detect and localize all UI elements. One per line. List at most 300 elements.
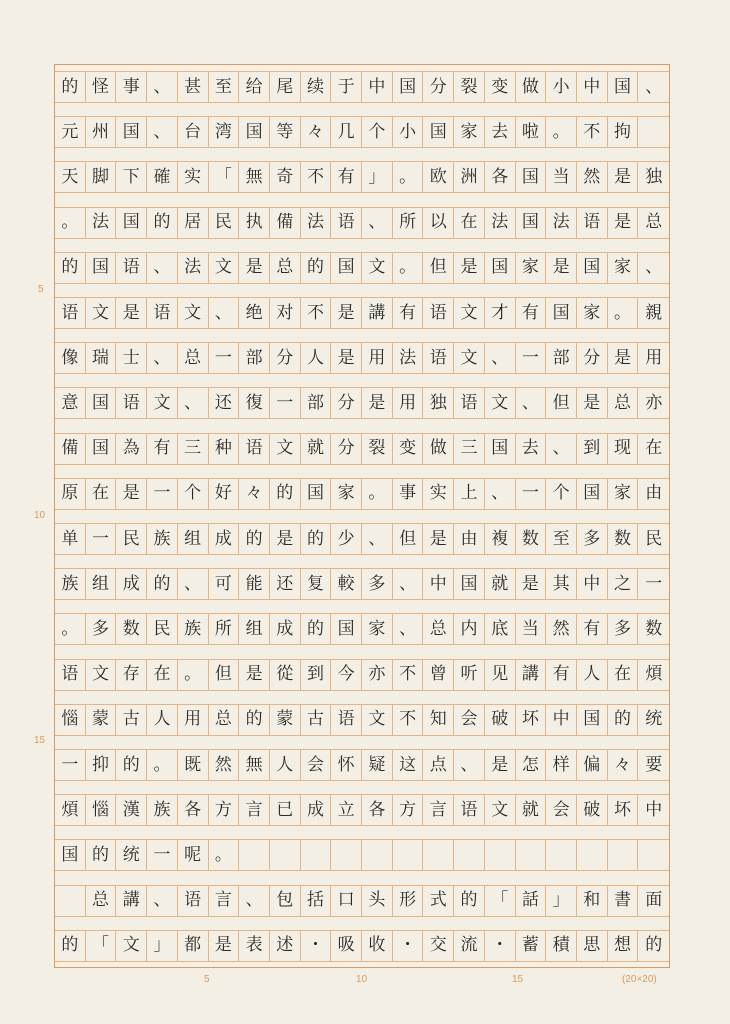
manuscript-cell: 事 <box>116 71 147 103</box>
manuscript-cell: 不 <box>301 161 332 193</box>
manuscript-cell: 国 <box>331 252 362 284</box>
manuscript-cell: 是 <box>209 930 240 962</box>
manuscript-cell: 国 <box>485 252 516 284</box>
manuscript-cell: 一 <box>55 749 86 781</box>
manuscript-cell: 一 <box>147 478 178 510</box>
manuscript-cell: 為 <box>116 433 147 465</box>
manuscript-cell: 点 <box>423 749 454 781</box>
manuscript-cell: 。 <box>209 839 240 871</box>
manuscript-cell: 惱 <box>86 794 117 826</box>
manuscript-cell: 国 <box>516 207 547 239</box>
manuscript-grid <box>54 64 670 968</box>
manuscript-cell: 在 <box>608 659 639 691</box>
manuscript-cell: 所 <box>209 613 240 645</box>
manuscript-cell: 面 <box>638 885 669 917</box>
manuscript-cell: 言 <box>209 885 240 917</box>
manuscript-cell: 有 <box>393 297 424 329</box>
manuscript-cell: 用 <box>178 704 209 736</box>
margin-line-number-15: 15 <box>34 735 46 746</box>
manuscript-cell: 人 <box>577 659 608 691</box>
manuscript-cell: 法 <box>546 207 577 239</box>
manuscript-cell: 都 <box>178 930 209 962</box>
manuscript-cell: 文 <box>86 659 117 691</box>
manuscript-cell: 怪 <box>86 71 117 103</box>
manuscript-cell: 国 <box>55 839 86 871</box>
manuscript-cell: 数 <box>516 523 547 555</box>
manuscript-cell: 已 <box>270 794 301 826</box>
manuscript-row <box>55 161 669 193</box>
manuscript-cell: 会 <box>546 794 577 826</box>
manuscript-cell: 。 <box>147 749 178 781</box>
manuscript-cell: 無 <box>239 161 270 193</box>
manuscript-cell: 法 <box>178 252 209 284</box>
manuscript-cell: 湾 <box>209 116 240 148</box>
manuscript-cell: 国 <box>239 116 270 148</box>
manuscript-cell: 言 <box>423 794 454 826</box>
manuscript-cell: 蒙 <box>86 704 117 736</box>
manuscript-cell: 独 <box>638 161 669 193</box>
manuscript-cell: 文 <box>485 387 516 419</box>
manuscript-row <box>55 116 669 148</box>
manuscript-cell: 坏 <box>516 704 547 736</box>
manuscript-cell: 文 <box>454 342 485 374</box>
manuscript-cell: 就 <box>516 794 547 826</box>
manuscript-cell: 、 <box>638 71 669 103</box>
manuscript-cell: 变 <box>393 433 424 465</box>
manuscript-cell: 。 <box>55 613 86 645</box>
manuscript-cell: 原 <box>55 478 86 510</box>
manuscript-cell: 下 <box>116 161 147 193</box>
manuscript-cell: 个 <box>546 478 577 510</box>
manuscript-cell: 样 <box>546 749 577 781</box>
manuscript-cell: 由 <box>638 478 669 510</box>
manuscript-cell: 人 <box>147 704 178 736</box>
manuscript-cell: 部 <box>239 342 270 374</box>
manuscript-cell <box>638 839 669 871</box>
manuscript-cell: 用 <box>393 387 424 419</box>
manuscript-cell: 以 <box>423 207 454 239</box>
manuscript-cell: 文 <box>116 930 147 962</box>
manuscript-cell: 续 <box>301 71 332 103</box>
manuscript-cell: 怀 <box>331 749 362 781</box>
manuscript-cell: 的 <box>55 71 86 103</box>
manuscript-cell: 的 <box>55 930 86 962</box>
manuscript-cell: 式 <box>423 885 454 917</box>
manuscript-cell: 是 <box>423 523 454 555</box>
manuscript-row <box>55 297 669 329</box>
manuscript-cell: 是 <box>454 252 485 284</box>
manuscript-cell: 煩 <box>55 794 86 826</box>
manuscript-cell: 、 <box>147 116 178 148</box>
manuscript-cell: 做 <box>423 433 454 465</box>
manuscript-cell: 表 <box>239 930 270 962</box>
manuscript-cell: 然 <box>577 161 608 193</box>
manuscript-row <box>55 930 669 962</box>
manuscript-cell: 去 <box>485 116 516 148</box>
manuscript-cell: 就 <box>485 568 516 600</box>
manuscript-cell: 講 <box>116 885 147 917</box>
manuscript-cell: 法 <box>301 207 332 239</box>
manuscript-cell: 独 <box>423 387 454 419</box>
manuscript-cell: 给 <box>239 71 270 103</box>
manuscript-cell: 法 <box>485 207 516 239</box>
manuscript-cell: 有 <box>546 659 577 691</box>
manuscript-cell: 各 <box>362 794 393 826</box>
manuscript-cell: 的 <box>301 523 332 555</box>
manuscript-cell: 流 <box>454 930 485 962</box>
manuscript-cell: 人 <box>270 749 301 781</box>
manuscript-cell: 的 <box>116 749 147 781</box>
manuscript-cell: 至 <box>546 523 577 555</box>
manuscript-cell: 其 <box>546 568 577 600</box>
manuscript-cell <box>516 839 547 871</box>
manuscript-cell: 做 <box>516 71 547 103</box>
manuscript-cell: 文 <box>454 297 485 329</box>
manuscript-cell: 的 <box>638 930 669 962</box>
manuscript-cell: 言 <box>239 794 270 826</box>
manuscript-cell: 是 <box>608 207 639 239</box>
margin-line-number-5: 5 <box>38 284 44 295</box>
manuscript-cell: 、 <box>546 433 577 465</box>
manuscript-row <box>55 387 669 419</box>
manuscript-cell: 抑 <box>86 749 117 781</box>
manuscript-cell: 口 <box>331 885 362 917</box>
manuscript-cell: 家 <box>331 478 362 510</box>
manuscript-cell: 、 <box>362 207 393 239</box>
manuscript-cell: 数 <box>638 613 669 645</box>
manuscript-cell: 呢 <box>178 839 209 871</box>
manuscript-cell: 数 <box>608 523 639 555</box>
manuscript-cell: 还 <box>270 568 301 600</box>
manuscript-cell: 族 <box>147 794 178 826</box>
manuscript-cell: 確 <box>147 161 178 193</box>
manuscript-cell: 语 <box>331 704 362 736</box>
manuscript-cell: 脚 <box>86 161 117 193</box>
manuscript-cell: 国 <box>86 387 117 419</box>
manuscript-cell: 書 <box>608 885 639 917</box>
manuscript-cell: 、 <box>147 71 178 103</box>
manuscript-cell: 国 <box>86 433 117 465</box>
manuscript-cell: 、 <box>209 297 240 329</box>
column-number-10: 10 <box>356 974 368 985</box>
manuscript-cell: 「 <box>86 930 117 962</box>
manuscript-cell: 国 <box>577 478 608 510</box>
manuscript-cell: 。 <box>393 252 424 284</box>
manuscript-cell: 、 <box>239 885 270 917</box>
manuscript-cell: 話 <box>516 885 547 917</box>
manuscript-cell: 实 <box>423 478 454 510</box>
manuscript-cell: 多 <box>577 523 608 555</box>
manuscript-cell: 国 <box>423 116 454 148</box>
manuscript-cell: 一 <box>638 568 669 600</box>
manuscript-cell: 总 <box>423 613 454 645</box>
manuscript-cell: 的 <box>55 252 86 284</box>
manuscript-cell: 文 <box>362 704 393 736</box>
manuscript-cell: 的 <box>454 885 485 917</box>
manuscript-row <box>55 613 669 645</box>
manuscript-cell: 々 <box>608 749 639 781</box>
manuscript-cell: 中 <box>577 71 608 103</box>
manuscript-cell: 、 <box>147 342 178 374</box>
manuscript-cell: 不 <box>393 704 424 736</box>
manuscript-cell: 所 <box>393 207 424 239</box>
manuscript-cell: 括 <box>301 885 332 917</box>
manuscript-cell: 拘 <box>608 116 639 148</box>
manuscript-cell: 有 <box>331 161 362 193</box>
manuscript-cell: 文 <box>270 433 301 465</box>
manuscript-cell: 偏 <box>577 749 608 781</box>
manuscript-cell: 欧 <box>423 161 454 193</box>
manuscript-cell: 总 <box>638 207 669 239</box>
manuscript-cell: 去 <box>516 433 547 465</box>
manuscript-row <box>55 523 669 555</box>
manuscript-cell: 底 <box>485 613 516 645</box>
manuscript-cell: 语 <box>454 387 485 419</box>
manuscript-cell: 是 <box>116 297 147 329</box>
manuscript-cell: 民 <box>638 523 669 555</box>
manuscript-cell: 语 <box>116 387 147 419</box>
manuscript-cell: 、 <box>147 885 178 917</box>
manuscript-cell: 总 <box>178 342 209 374</box>
manuscript-cell: 亦 <box>638 387 669 419</box>
manuscript-cell: 知 <box>423 704 454 736</box>
manuscript-cell: 之 <box>608 568 639 600</box>
manuscript-cell: 少 <box>331 523 362 555</box>
manuscript-cell: 的 <box>239 704 270 736</box>
manuscript-cell: 破 <box>577 794 608 826</box>
manuscript-cell: 执 <box>239 207 270 239</box>
manuscript-cell: 用 <box>638 342 669 374</box>
manuscript-cell: 文 <box>178 297 209 329</box>
manuscript-cell: 中 <box>362 71 393 103</box>
manuscript-cell: 複 <box>485 523 516 555</box>
manuscript-cell: 国 <box>546 297 577 329</box>
manuscript-cell: 家 <box>362 613 393 645</box>
manuscript-cell: 分 <box>270 342 301 374</box>
manuscript-row <box>55 704 669 736</box>
manuscript-cell: ・ <box>301 930 332 962</box>
manuscript-cell: 国 <box>485 433 516 465</box>
manuscript-cell: 民 <box>147 613 178 645</box>
manuscript-cell: 语 <box>423 342 454 374</box>
manuscript-cell: 親 <box>638 297 669 329</box>
manuscript-cell: 就 <box>301 433 332 465</box>
manuscript-cell: 中 <box>546 704 577 736</box>
manuscript-cell: 个 <box>362 116 393 148</box>
manuscript-cell: 」 <box>546 885 577 917</box>
manuscript-cell: 亦 <box>362 659 393 691</box>
manuscript-cell: 内 <box>454 613 485 645</box>
manuscript-cell: 语 <box>331 207 362 239</box>
manuscript-row <box>55 885 669 917</box>
manuscript-cell: 语 <box>423 297 454 329</box>
manuscript-cell: 。 <box>178 659 209 691</box>
manuscript-cell: 是 <box>270 523 301 555</box>
manuscript-cell: 思 <box>577 930 608 962</box>
manuscript-cell: 包 <box>270 885 301 917</box>
manuscript-cell: 、 <box>147 252 178 284</box>
manuscript-cell: 是 <box>239 659 270 691</box>
manuscript-row <box>55 207 669 239</box>
manuscript-cell: 一 <box>86 523 117 555</box>
manuscript-cell: 的 <box>147 568 178 600</box>
manuscript-cell: 法 <box>393 342 424 374</box>
manuscript-cell: 一 <box>147 839 178 871</box>
manuscript-cell: 立 <box>331 794 362 826</box>
manuscript-cell: 国 <box>86 252 117 284</box>
manuscript-cell: 国 <box>577 704 608 736</box>
manuscript-cell: 但 <box>546 387 577 419</box>
manuscript-row <box>55 659 669 691</box>
manuscript-cell: 在 <box>638 433 669 465</box>
manuscript-cell: 是 <box>331 342 362 374</box>
manuscript-cell: 民 <box>116 523 147 555</box>
manuscript-cell: 洲 <box>454 161 485 193</box>
manuscript-cell: 由 <box>454 523 485 555</box>
manuscript-cell: 是 <box>331 297 362 329</box>
manuscript-cell: 组 <box>239 613 270 645</box>
manuscript-cell: 「 <box>485 885 516 917</box>
manuscript-cell: 数 <box>116 613 147 645</box>
margin-line-number-10: 10 <box>34 510 46 521</box>
manuscript-cell: 组 <box>86 568 117 600</box>
manuscript-cell: 是 <box>362 387 393 419</box>
manuscript-cell: 收 <box>362 930 393 962</box>
manuscript-cell: 。 <box>362 478 393 510</box>
manuscript-cell <box>608 839 639 871</box>
manuscript-cell: 述 <box>270 930 301 962</box>
manuscript-cell: 文 <box>209 252 240 284</box>
manuscript-cell <box>239 839 270 871</box>
manuscript-cell: 各 <box>485 161 516 193</box>
manuscript-cell: 從 <box>270 659 301 691</box>
manuscript-cell <box>393 839 424 871</box>
manuscript-cell: 破 <box>485 704 516 736</box>
manuscript-cell: 吸 <box>331 930 362 962</box>
manuscript-cell: 、 <box>178 387 209 419</box>
manuscript-cell: 想 <box>608 930 639 962</box>
manuscript-cell: 惱 <box>55 704 86 736</box>
manuscript-cell: 煩 <box>638 659 669 691</box>
manuscript-cell: 士 <box>116 342 147 374</box>
manuscript-cell: 是 <box>546 252 577 284</box>
manuscript-cell: 等 <box>270 116 301 148</box>
manuscript-cell: 台 <box>178 116 209 148</box>
manuscript-row <box>55 839 669 871</box>
manuscript-cell: 可 <box>209 568 240 600</box>
manuscript-cell: 較 <box>331 568 362 600</box>
manuscript-cell: 甚 <box>178 71 209 103</box>
manuscript-cell: 总 <box>270 252 301 284</box>
manuscript-cell: 家 <box>516 252 547 284</box>
manuscript-cell: 是 <box>239 252 270 284</box>
manuscript-cell: 的 <box>608 704 639 736</box>
manuscript-cell: 、 <box>393 613 424 645</box>
manuscript-cell: 、 <box>454 749 485 781</box>
manuscript-cell: 能 <box>239 568 270 600</box>
manuscript-cell: 人 <box>301 342 332 374</box>
manuscript-cell: 存 <box>116 659 147 691</box>
manuscript-cell: 国 <box>331 613 362 645</box>
manuscript-cell <box>485 839 516 871</box>
manuscript-cell: 三 <box>454 433 485 465</box>
manuscript-cell: 组 <box>178 523 209 555</box>
manuscript-cell: 々 <box>239 478 270 510</box>
manuscript-cell <box>331 839 362 871</box>
manuscript-cell: 单 <box>55 523 86 555</box>
manuscript-cell: 備 <box>270 207 301 239</box>
manuscript-cell: 会 <box>301 749 332 781</box>
manuscript-cell: 总 <box>608 387 639 419</box>
manuscript-row <box>55 252 669 284</box>
manuscript-cell: 是 <box>116 478 147 510</box>
manuscript-cell: 漢 <box>116 794 147 826</box>
manuscript-cell: 到 <box>301 659 332 691</box>
manuscript-cell: 成 <box>209 523 240 555</box>
manuscript-cell: 但 <box>423 252 454 284</box>
manuscript-cell <box>454 839 485 871</box>
manuscript-cell: 備 <box>55 433 86 465</box>
manuscript-cell: 、 <box>638 252 669 284</box>
manuscript-cell: 一 <box>270 387 301 419</box>
manuscript-cell: 于 <box>331 71 362 103</box>
grid-format-label: (20×20) <box>622 974 657 985</box>
manuscript-cell: 统 <box>638 704 669 736</box>
manuscript-cell: 是 <box>608 161 639 193</box>
manuscript-cell: 有 <box>516 297 547 329</box>
manuscript-cell: 部 <box>546 342 577 374</box>
manuscript-cell: 方 <box>209 794 240 826</box>
manuscript-cell: 要 <box>638 749 669 781</box>
manuscript-row <box>55 478 669 510</box>
manuscript-cell: 国 <box>577 252 608 284</box>
manuscript-cell <box>301 839 332 871</box>
manuscript-cell: 语 <box>577 207 608 239</box>
manuscript-cell: 今 <box>331 659 362 691</box>
manuscript-cell: 無 <box>239 749 270 781</box>
manuscript-cell: 事 <box>393 478 424 510</box>
manuscript-cell: 、 <box>516 387 547 419</box>
manuscript-cell: 方 <box>393 794 424 826</box>
manuscript-cell: 形 <box>393 885 424 917</box>
manuscript-cell: 国 <box>454 568 485 600</box>
manuscript-cell: 然 <box>546 613 577 645</box>
manuscript-cell: 。 <box>55 207 86 239</box>
column-number-5: 5 <box>204 974 210 985</box>
manuscript-cell: 成 <box>270 613 301 645</box>
manuscript-cell: 州 <box>86 116 117 148</box>
manuscript-cell: 是 <box>608 342 639 374</box>
manuscript-cell: 的 <box>239 523 270 555</box>
manuscript-cell: 的 <box>301 613 332 645</box>
manuscript-cell: 多 <box>86 613 117 645</box>
manuscript-cell: 是 <box>577 387 608 419</box>
manuscript-cell: 国 <box>116 116 147 148</box>
manuscript-cell: 元 <box>55 116 86 148</box>
manuscript-cell: 的 <box>86 839 117 871</box>
manuscript-cell: 在 <box>86 478 117 510</box>
manuscript-cell: 在 <box>454 207 485 239</box>
manuscript-cell: 听 <box>454 659 485 691</box>
manuscript-cell: 居 <box>178 207 209 239</box>
manuscript-cell: 各 <box>178 794 209 826</box>
manuscript-cell: 像 <box>55 342 86 374</box>
manuscript-cell: 复 <box>301 568 332 600</box>
manuscript-cell: 族 <box>178 613 209 645</box>
manuscript-cell: 」 <box>362 161 393 193</box>
manuscript-cell: 一 <box>516 342 547 374</box>
manuscript-cell: 语 <box>454 794 485 826</box>
